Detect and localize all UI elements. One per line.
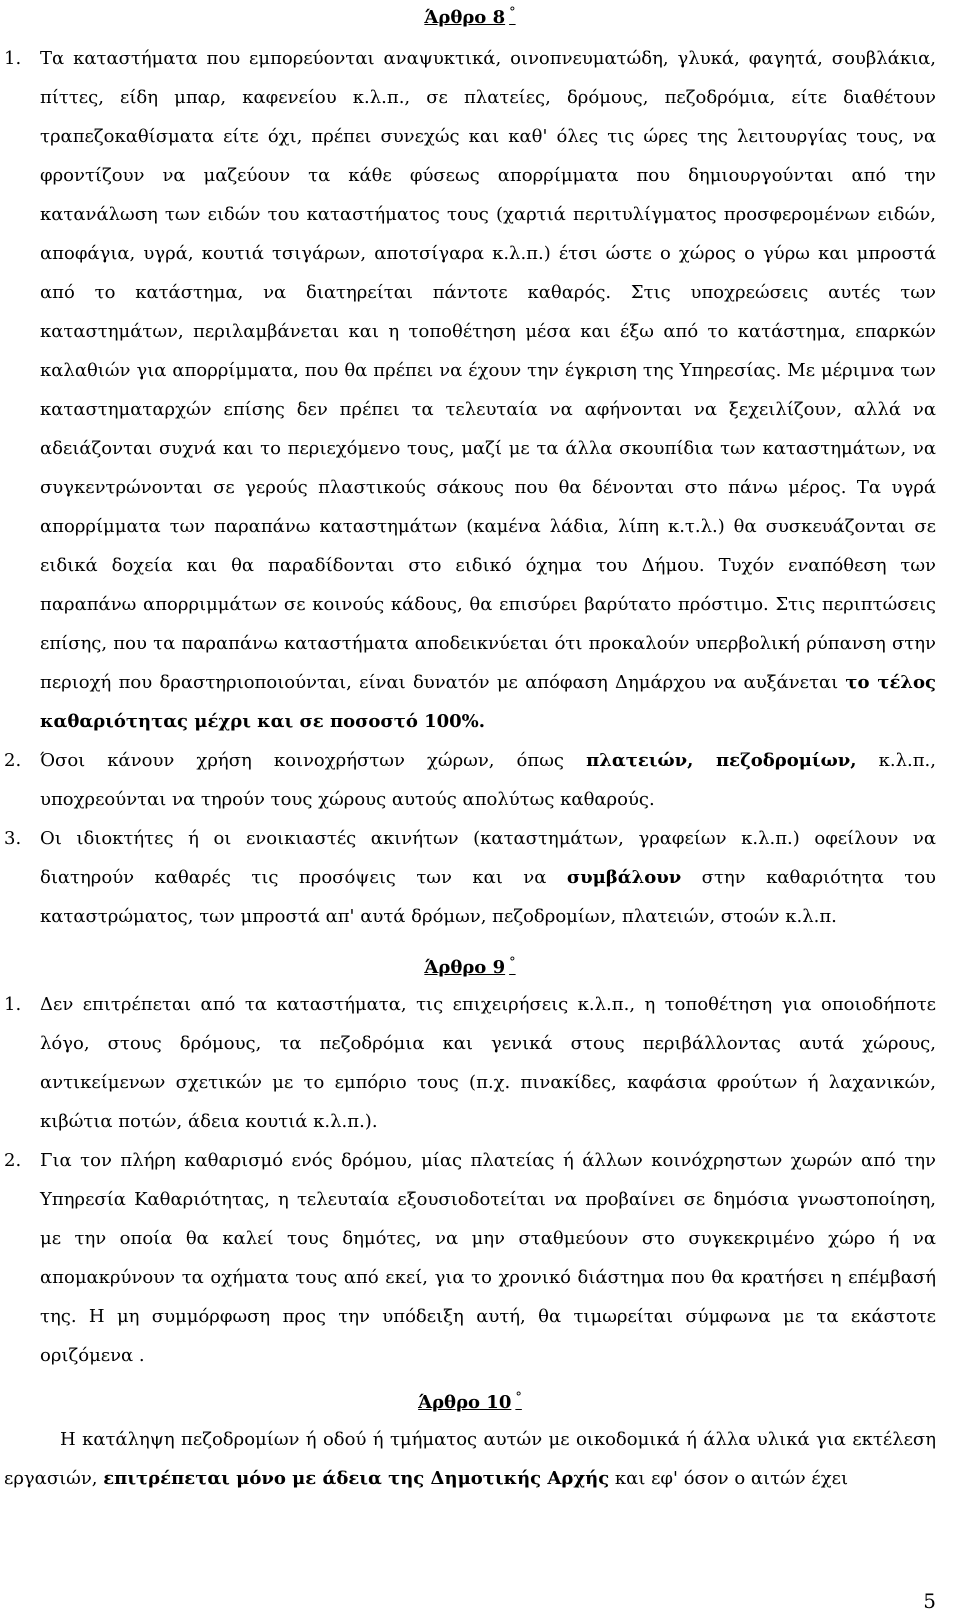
item-bold-text: συμβάλουν	[566, 867, 682, 888]
paragraph-text: Η κατάληψη πεζοδρομίων ή οδού ή τμήματος αυτών με οικοδομικά ή άλλα υλικά για εκτέλεση εργασιών,	[4, 1429, 936, 1489]
item-bold-text: πλατειών, πεζοδρομίων,	[586, 750, 857, 771]
article-10-heading	[0, 1385, 940, 1416]
item-number: 1.	[4, 48, 22, 69]
item-number: 2.	[4, 1150, 22, 1171]
article-9-item-2	[0, 1141, 940, 1375]
item-text-tail: κ.λ.π., υποχρεούνται να τηρούν τους χώρους αυτούς απολύτως καθαρούς.	[40, 750, 936, 810]
article-8-item-1	[0, 39, 940, 741]
paragraph-bold-text: επιτρέπεται μόνο με άδεια της Δημοτικής Αρχής	[103, 1468, 610, 1489]
article-9-heading	[0, 950, 940, 981]
item-text: Για τον πλήρη καθαρισμό ενός δρόμου, μίας πλατείας ή άλλων κοινόχρηστων χωρών από την Υπηρεσία Καθαριότητας, η τελευταία εξουσιοδοτείται να προβαίνει σε δημόσια γνωστοποίηση, με την οποία θα καλεί τους δημότες, να μην σταθμεύουν στο συγκεκριμένο χώρο ή να απομακρύνουν τα οχήματα τους από εκεί, για το χρονικό διάστημα που θα κρατήσει η επέμβασή της. Η μη συμμόρφωση προς την υπόδειξη αυτή, θα τιμωρείται σύμφωνα με τα εκάστοτε οριζόμενα .	[40, 1150, 936, 1366]
paragraph-text-tail: και εφ' όσον ο αιτών έχει	[609, 1468, 849, 1489]
article-10-heading-text: Άρθρο 10	[418, 1392, 512, 1413]
degree-symbol: °	[509, 5, 516, 20]
item-text: Όσοι κάνουν χρήση κοινοχρήστων χώρων, όπως	[40, 750, 587, 771]
degree-symbol: °	[509, 955, 516, 970]
article-9-heading-text: Άρθρο 9	[424, 957, 506, 978]
item-text: Οι ιδιοκτήτες ή οι ενοικιαστές ακινήτων (καταστημάτων, γραφείων κ.λ.π.) οφείλουν να διατηρούν καθαρές τις προσόψεις των και να	[40, 828, 936, 888]
article-8-heading	[0, 0, 940, 31]
article-10-paragraph	[0, 1420, 940, 1498]
degree-symbol: °	[515, 1390, 522, 1405]
article-8-item-3	[0, 819, 940, 936]
page-number: 5	[923, 1589, 936, 1613]
item-number: 1.	[4, 994, 22, 1015]
article-8-item-2	[0, 741, 940, 819]
item-text: Δεν επιτρέπεται από τα καταστήματα, τις επιχειρήσεις κ.λ.π., η τοποθέτηση για οποιοδήποτε λόγο, στους δρόμους, τα πεζοδρόμια και γενικά στους περιβάλλοντας αυτά χώρους, αντικείμενων σχετικών με το εμπόριο τους (π.χ. πινακίδες, καφάσια φρούτων ή λαχανικών, κιβώτια ποτών, άδεια κουτιά κ.λ.π.).	[40, 994, 936, 1132]
item-bold-text: το τέλος καθαριότητας μέχρι και σε ποσοστό 100%.	[40, 672, 936, 732]
item-number: 2.	[4, 750, 22, 771]
article-9-item-1	[0, 985, 940, 1141]
item-text-tail: στην καθαριότητα του καταστρώματος, των μπροστά απ' αυτά δρόμων, πεζοδρομίων, πλατειών, στοών κ.λ.π.	[40, 867, 936, 927]
article-8-heading-text: Άρθρο 8	[424, 7, 506, 28]
item-number: 3.	[4, 828, 22, 849]
article-9	[0, 950, 940, 1375]
article-10	[0, 1385, 940, 1498]
item-text: Τα καταστήματα που εμπορεύονται αναψυκτικά, οινοπνευματώδη, γλυκά, φαγητά, σουβλάκια, πίττες, είδη μπαρ, καφενείου κ.λ.π., σε πλατείες, δρόμους, πεζοδρόμια, είτε διαθέτουν τραπεζοκαθίσματα είτε όχι, πρέπει συνεχώς και καθ' όλες τις ώρες της λειτουργίας τους, να φροντίζουν να μαζεύουν τα κάθε φύσεως απορρίμματα που δημιουργούνται από την κατανάλωση των ειδών του καταστήματος τους (χαρτιά περιτυλίγματος προσφερομένων ειδών, αποφάγια, υγρά, κουτιά τσιγάρων, αποτσίγαρα κ.λ.π.) έτσι ώστε ο χώρος ο γύρω και μπροστά από το κατάστημα, να διατηρείται πάντοτε καθαρός. Στις υποχρεώσεις αυτές των καταστημάτων, περιλαμβάνεται και η τοποθέτηση μέσα και έξω από το κατάστημα, επαρκών καλαθιών για απορρίμματα, που θα πρέπει να έχουν την έγκριση της Υπηρεσίας. Με μέριμνα των καταστηματαρχών επίσης δεν πρέπει τα τελευταία να αφήνονται να ξεχειλίζουν, αλλά να αδειάζονται συχνά και το περιεχόμενο τους, μαζί με τα άλλα σκουπίδια των καταστημάτων, να συγκεντρώνονται σε γερούς πλαστικούς σάκους που θα δένονται στο πάνω μέρος. Τα υγρά απορρίμματα των παραπάνω καταστημάτων (καμένα λάδια, λίπη κ.τ.λ.) θα συσκευάζονται σε ειδικά δοχεία και θα παραδίδονται στο ειδικό όχημα του Δήμου. Τυχόν εναπόθεση των παραπάνω απορριμμάτων σε κοινούς κάδους, θα επισύρει βαρύτατο πρόστιμο. Στις περιπτώσεις επίσης, που τα παραπάνω καταστήματα αποδεικνύεται ότι προκαλούν υπερβολική ρύπανση στην περιοχή που δραστηριοποιούνται, είναι δυνατόν με απόφαση Δημάρχου να αυξάνεται	[40, 48, 936, 693]
